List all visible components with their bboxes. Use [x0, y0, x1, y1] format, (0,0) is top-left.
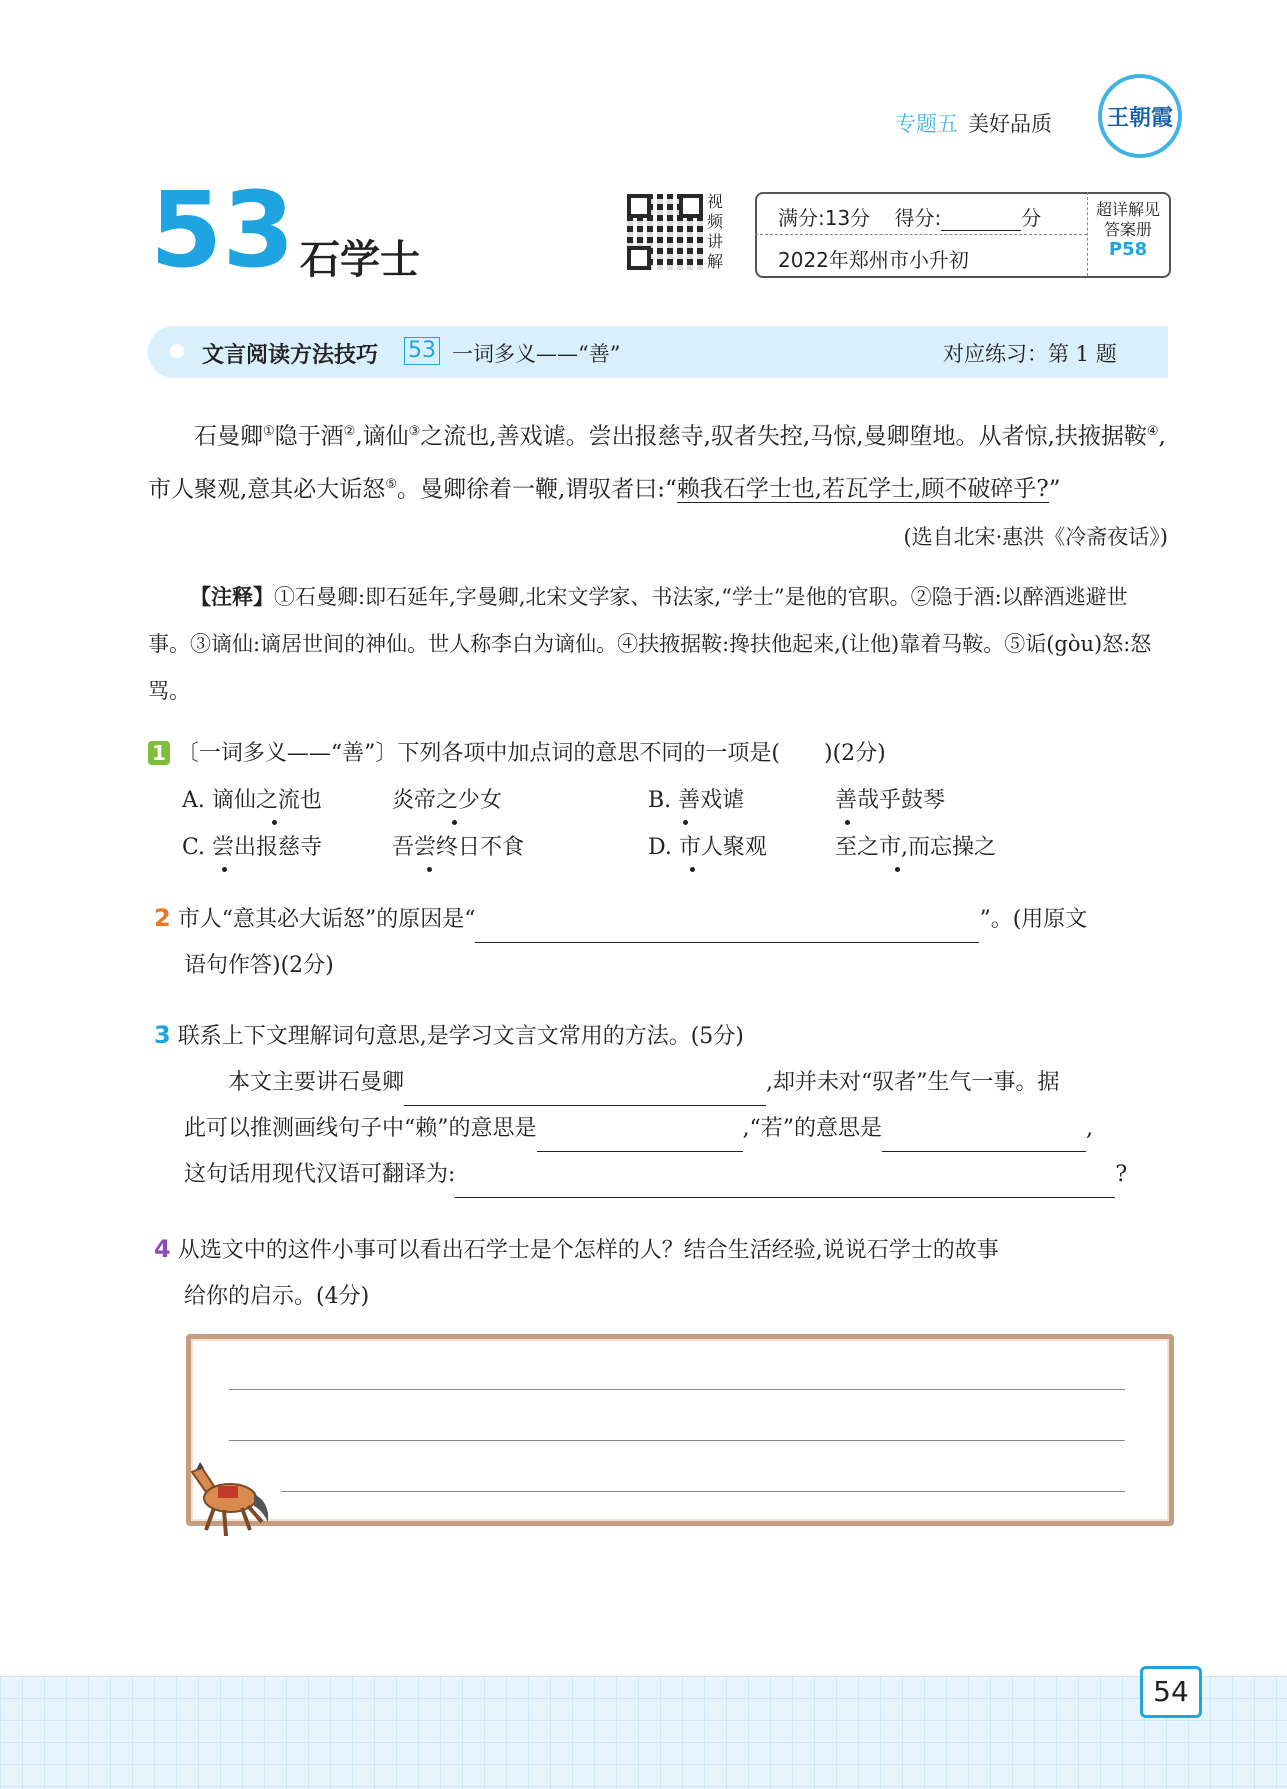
horse-illustration-icon — [184, 1452, 276, 1542]
score-vertical-divider — [1087, 192, 1088, 276]
option-a[interactable]: A. 谪仙之流也 — [182, 788, 322, 813]
topic-name: 美好品质 — [968, 112, 1052, 136]
answer-ref-line2: 答案册 — [1103, 220, 1152, 239]
seal-text: 王朝霞 — [1106, 104, 1173, 131]
writing-line — [281, 1491, 1125, 1492]
option-c[interactable]: C. 尝出报慈寺 — [182, 835, 323, 860]
passage-source: (选自北宋·惠洪《冷斋夜话》) — [903, 525, 1168, 550]
question-number: 2 — [154, 904, 171, 932]
score-unit: 分 — [1021, 206, 1042, 230]
lesson-title: 石学士 — [300, 237, 420, 283]
emphasis-dot — [272, 820, 277, 825]
question-4: 4 从选文中的这件小事可以看出石学士是个怎样的人？结合生活经验,说说石学士的故事 给你的启示。(4分) — [154, 1235, 999, 1309]
full-score: 满分:13分 — [778, 206, 871, 230]
writing-line — [229, 1389, 1125, 1390]
score-divider — [755, 234, 1087, 235]
option-d[interactable]: D. 市人聚观 — [648, 835, 767, 860]
topic-header — [895, 108, 1052, 138]
notes-label: 【注释】 — [190, 585, 274, 609]
banner-practice: 对应练习：第 1 题 — [943, 342, 1117, 366]
question-stem: 联系上下文理解词句意思,是学习文言文常用的方法。(5分) — [177, 1024, 744, 1049]
topic-label: 专题五 — [895, 112, 958, 136]
option-c-compare: 吾尝终日不食 — [392, 835, 525, 860]
question-number: 3 — [154, 1021, 171, 1049]
footer-grid — [0, 1676, 1287, 1789]
emphasis-dot — [845, 820, 850, 825]
option-b-compare: 善哉乎鼓琴 — [835, 788, 946, 813]
score-label: 得分: — [894, 206, 942, 230]
banner-dot — [170, 344, 184, 358]
emphasis-dot — [895, 867, 900, 872]
qr-code-icon[interactable] — [627, 194, 703, 270]
video-label: 视频讲解 — [707, 192, 724, 271]
emphasis-dot — [222, 867, 227, 872]
question-1 — [148, 730, 1168, 777]
answer-writing-box[interactable] — [186, 1334, 1174, 1526]
option-d-compare: 至之市,而忘操之 — [835, 835, 996, 860]
question-2: 2 市人“意其必大诟怒”的原因是“ ”。(用原文 语句作答)(2分) — [154, 904, 1088, 978]
answer-ref-page: P58 — [1108, 239, 1148, 260]
answer-reference — [1090, 200, 1166, 260]
emphasis-dot — [427, 867, 432, 872]
page-number: 54 — [1140, 1666, 1202, 1718]
passage — [148, 408, 1168, 561]
banner-number: 53 — [404, 337, 440, 365]
option-a-compare: 炎帝之少女 — [392, 788, 503, 813]
q3-blank-4[interactable] — [455, 1197, 1115, 1198]
emphasis-dot — [690, 867, 695, 872]
score-line — [778, 202, 1041, 231]
emphasis-dot — [452, 820, 457, 825]
answer-ref-line1: 超详解见 — [1095, 200, 1160, 219]
score-blank[interactable] — [941, 230, 1021, 231]
notes — [148, 574, 1168, 715]
question-number: 4 — [154, 1235, 171, 1263]
question-number: 1 — [148, 741, 170, 765]
notes-text: ①石曼卿:即石延年,字曼卿,北宋文学家、书法家,“学士”是他的官职。②隐于酒:以醉酒逃避世事。③谪仙:谪居世间的神仙。世人称李白为谪仙。④扶掖据鞍:搀扶他起来,(让他)靠着马鞍。⑤诟(gòu)怒:怒骂。 — [148, 585, 1152, 703]
banner-subtitle: 一词多义——“善” — [452, 342, 621, 366]
q2-answer-blank[interactable] — [475, 942, 979, 943]
underlined-sentence: 赖我石学士也,若瓦学士,顾不破碎乎? — [676, 476, 1049, 503]
exam-source: 2022年郑州市小升初 — [778, 248, 969, 272]
publisher-seal-logo — [1098, 74, 1182, 158]
lesson-number: 53 — [150, 169, 295, 291]
question-3: 3 联系上下文理解词句意思,是学习文言文常用的方法。(5分) 本文主要讲石曼卿 ,却并未对“驭者”生气一事。据 此可以推测画线句子中“赖”的意思是 ,“若”的意思是 , 这句话用现代汉语可翻译为: ? — [154, 1012, 1168, 1198]
writing-line — [229, 1440, 1125, 1441]
emphasis-dot — [683, 820, 688, 825]
passage-text: 石曼卿①隐于酒②,谪仙③之流也,善戏谑。尝出报慈寺,驭者失控,马惊,曼卿堕地。从者惊,扶掖据鞍④,市人聚观,意其必大诟怒⑤。曼卿徐着一鞭,谓驭者曰:“赖我石学士也,若瓦学士,顾不破碎乎?” (选自北宋·惠洪《冷斋夜话》) — [148, 408, 1168, 513]
banner-title: 文言阅读方法技巧 — [202, 343, 379, 368]
question-stem: 〔一词多义——“善”〕下列各项中加点词的意思不同的一项是( )(2分) — [176, 741, 886, 766]
option-b[interactable]: B. 善戏谑 — [648, 788, 745, 813]
